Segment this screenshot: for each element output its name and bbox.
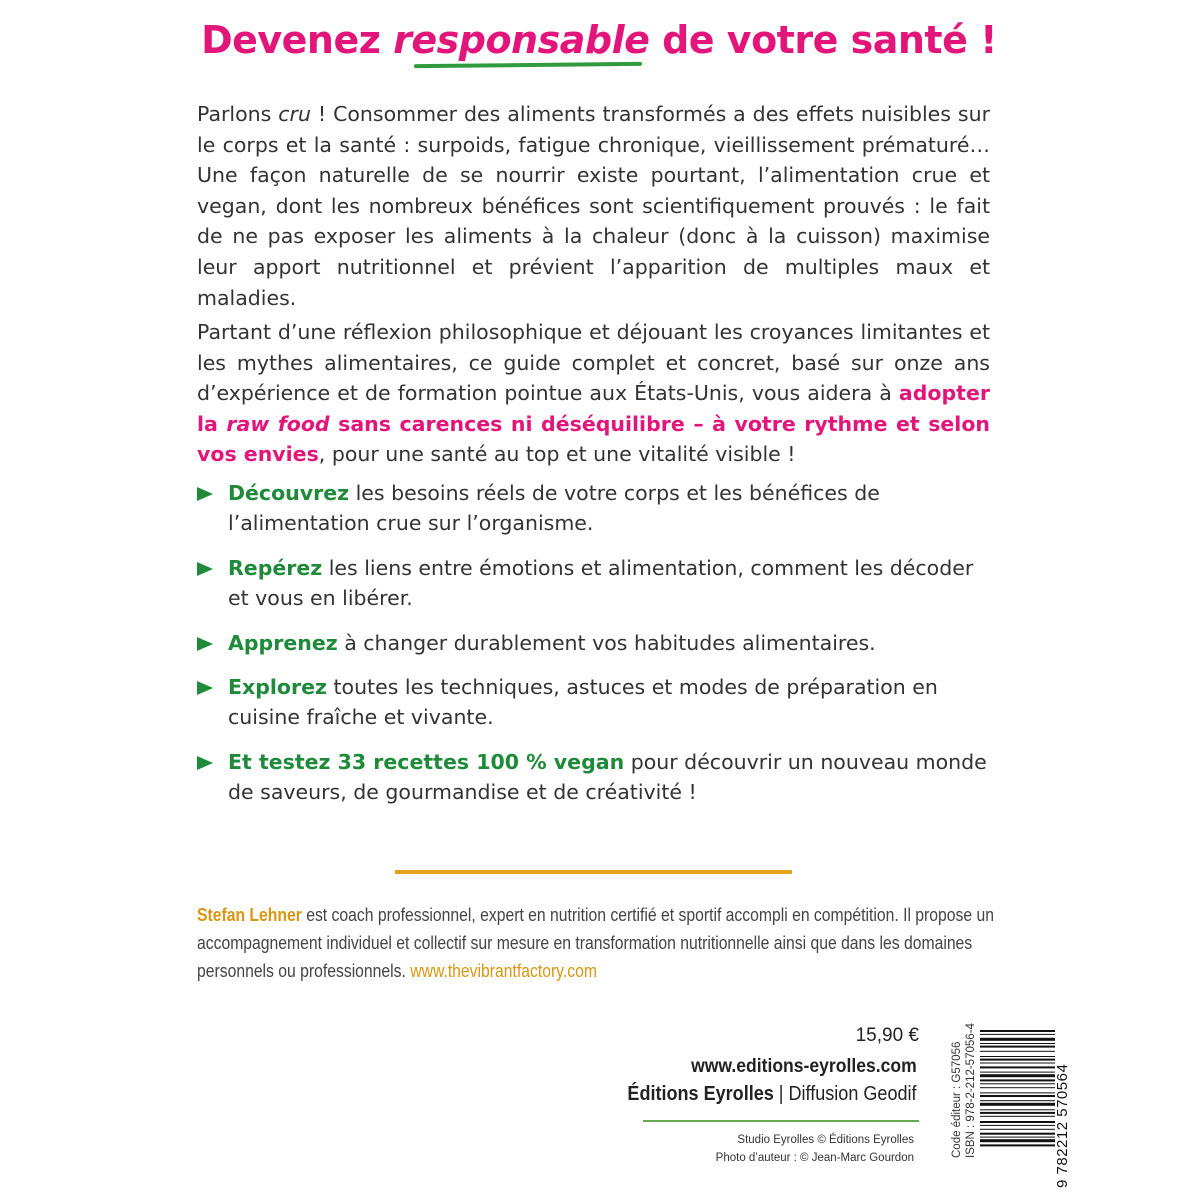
barcode-bar: [980, 1066, 1055, 1068]
bullet-lead: Apprenez: [228, 630, 338, 655]
barcode-bar: [980, 1034, 1055, 1035]
para2-raw-food: raw food: [226, 411, 330, 436]
author-text: est coach professionnel, expert en nutrition certifié et sportif accompli en compétition. Il propose un accompagnement individuel et collectif sur mesure en transformation nutritionnelle ainsi que dans les domaines personnels ou professionnels.: [197, 904, 994, 981]
barcode-bar: [980, 1087, 1055, 1088]
barcode-bar: [980, 1121, 1055, 1123]
para2-text-b: , pour une santé au top et une vitalité visible !: [318, 442, 796, 467]
publisher-diffusion: Diffusion Geodif: [788, 1082, 917, 1105]
arrow-icon: [197, 681, 213, 695]
para1-text-a: Parlons: [197, 102, 279, 126]
title-after: de votre santé !: [649, 18, 997, 62]
bullet-lead: Repérez: [228, 555, 323, 580]
author-bio: [197, 901, 997, 985]
title-underline: [414, 62, 642, 68]
bullet-list: [197, 478, 990, 822]
title-emphasis: responsable: [393, 18, 650, 62]
bullet-text: pour découvrir un nouveau monde de saveurs, de gourmandise et de créativité !: [228, 749, 987, 805]
barcode-bar: [980, 1103, 1055, 1106]
barcode-bar: [980, 1137, 1055, 1138]
publisher-line: [628, 1082, 917, 1106]
publisher-separator: |: [774, 1082, 789, 1105]
bullet-text: les liens entre émotions et alimentation, comment les décoder et vous en libérer.: [228, 555, 974, 611]
barcode-bar: [980, 1038, 1055, 1041]
bullet-item: [197, 553, 990, 614]
bullet-text: les besoins réels de votre corps et les bénéfices de l’alimentation crue sur l’organisme.: [228, 481, 880, 536]
page-title: [0, 18, 1198, 62]
publisher-rule: [643, 1120, 919, 1122]
barcode-bar: [980, 1059, 1055, 1061]
isbn: ISBN : 978-2-212-57056-4: [965, 1023, 977, 1158]
editor-code: Code éditeur : G57056: [951, 1041, 963, 1158]
arrow-icon: [197, 637, 213, 651]
bullet-lead: Découvrez: [228, 481, 350, 505]
barcode-bar: [980, 1056, 1055, 1057]
barcode-bar: [980, 1083, 1055, 1084]
barcode-bar: [980, 1139, 1055, 1142]
studio-credit: Studio Eyrolles © Éditions Eyrolles: [737, 1134, 914, 1146]
barcode-bar: [980, 1144, 1055, 1146]
bullet-text: toutes les techniques, astuces et modes de préparation en cuisine fraîche et vivante.: [228, 675, 938, 730]
title-before: Devenez: [201, 18, 394, 62]
guide-paragraph: [197, 317, 990, 470]
para2-text-a: Partant d’une réflexion philosophique et déjouant les croyances limitantes et les mythes alimentaires, ce guide complet et concret, basé sur onze ans d’expérience et de formation pointue aux États-Unis, vous aidera à: [197, 320, 990, 406]
bullet-item: [197, 672, 990, 733]
barcode-bar: [980, 1030, 1055, 1032]
arrow-icon: [197, 487, 213, 501]
barcode-bar: [980, 1063, 1055, 1064]
para2-pink-a: adopter la: [197, 381, 990, 436]
barcode-bar: [980, 1133, 1055, 1135]
barcode-bar: [980, 1072, 1055, 1073]
author-website-link[interactable]: www.thevibrantfactory.com: [410, 960, 597, 981]
barcode-bar: [980, 1125, 1055, 1126]
photo-credit: Photo d’auteur : © Jean-Marc Gourdon: [715, 1152, 914, 1164]
price: 15,90 €: [855, 1025, 919, 1046]
barcode-bar: [980, 1074, 1055, 1077]
barcode-bar: [980, 1109, 1055, 1110]
bullet-lead: Et testez 33 recettes 100 % vegan: [228, 749, 625, 774]
publisher-website-link[interactable]: www.editions-eyrolles.com: [691, 1055, 917, 1077]
bullet-item: [197, 478, 990, 539]
barcode-bar: [980, 1046, 1055, 1048]
barcode-bar: [980, 1079, 1055, 1081]
bullet-lead: Explorez: [228, 675, 327, 700]
para1-text-b: ! Consommer des aliments transformés a des effets nuisibles sur le corps et la santé : surpoids, fatigue chronique, vieillissement prématuré… Une façon naturelle de se nourrir existe pourtant, l’alimentation crue et vegan, dont les nombreux bénéfices sont scientifiquement prouvés : le fait de ne pas exposer les aliments à la chaleur (donc à la cuisson) maximise leur apport nutritionnel et prévient l’apparition de multiples maux et maladies.: [197, 102, 991, 310]
barcode-bar: [980, 1051, 1055, 1052]
bullet-item: [197, 628, 990, 658]
para2-pink-b: sans carences ni déséquilibre – à votre rythme et selon vos envies: [197, 411, 990, 467]
barcode-bar: [980, 1112, 1055, 1114]
barcode-icon: [980, 1030, 1055, 1182]
publisher-name: Éditions Eyrolles: [627, 1082, 775, 1105]
barcode-bar: [980, 1092, 1055, 1093]
barcode-digits: 9 782212 570564: [1054, 1063, 1071, 1188]
arrow-icon: [197, 562, 213, 576]
barcode-bar: [980, 1129, 1055, 1130]
arrow-icon: [197, 756, 213, 770]
section-divider: [395, 870, 792, 874]
barcode-bar: [980, 1095, 1055, 1097]
author-name: Stefan Lehner: [197, 904, 302, 925]
bullet-item: [197, 747, 990, 808]
para1-cru: cru: [278, 102, 311, 126]
bullet-text: à changer durablement vos habitudes alimentaires.: [337, 630, 876, 655]
barcode-bar: [980, 1043, 1055, 1044]
intro-paragraph: [197, 99, 990, 313]
barcode-bar: [980, 1100, 1055, 1101]
barcode-bar: [980, 1116, 1055, 1117]
